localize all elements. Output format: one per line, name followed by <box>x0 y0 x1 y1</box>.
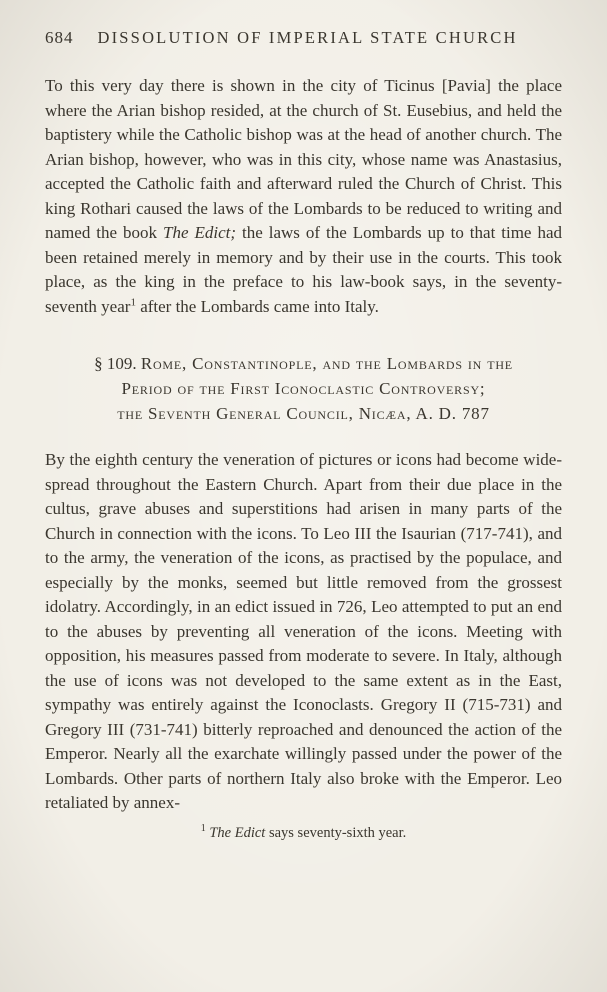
paragraph-1 <box>45 74 562 319</box>
footnote-marker: 1 <box>200 822 206 834</box>
paragraph-1-text: To this very day there is shown in the city of Ticinus [Pavia] the place where the Arian bishop resided, at the church of St. Eusebius, and held the baptistery while the Catholic bishop was at the head of another church. The Arian bishop, however, who was in this city, whose name was Anastasius, accepted the Catholic faith and afterward ruled the Church of Christ. This king Rothari caused the laws of the Lombards to be reduced to writing and named the book <box>45 76 562 242</box>
page-number: 684 <box>45 28 74 47</box>
section-heading-line3: the Seventh General Council, Nicæa, A. D. 787 <box>117 404 490 423</box>
footnote-text: says seventy-sixth year. <box>265 824 407 841</box>
section-heading-line2: Period of the First Iconoclastic Controversy; <box>121 379 486 398</box>
section-heading-line1 <box>55 351 552 376</box>
paragraph-2: By the eighth century the veneration of pictures or icons had become wide-spread throughout the Eastern Church. Apart from their due place in the cultus, grave abuses and superstitions had arisen in many parts of the Church in connection with the icons. To Leo III the Isaurian (717-741), and to the army, the veneration of the icons, as practised by the populace, and especially by the monks, seemed but little removed from the grossest idolatry. Accordingly, in an edict issued in 726, Leo attempted to put an end to the abuses by preventing all veneration of the icons. Meeting with opposition, his measures passed from moderate to severe. In Italy, although the use of icons was not developed to the same extent as in the East, sympathy was entirely against the Iconoclasts. Gregory II (715-731) and Gregory III (731-741) bitterly reproached and denounced the action of the Emperor. Nearly all the exarchate willingly passed under the power of the Lombards. Other parts of northern Italy also broke with the Emperor. Leo retaliated by annex- <box>45 450 562 812</box>
page-header <box>45 26 562 50</box>
footnote-italic-title: The Edict <box>209 824 266 841</box>
section-heading <box>55 351 552 426</box>
section-number: § 109. <box>94 354 137 373</box>
book-title-italic: The Edict; <box>163 223 237 242</box>
section-heading-text-1: Rome, Constantinople, and the Lombards in the <box>140 354 513 373</box>
running-title: DISSOLUTION OF IMPERIAL STATE CHURCH <box>97 28 518 47</box>
paragraph-1-text-end: after the Lombards came into Italy. <box>135 296 379 316</box>
footnote-reference: 1 <box>130 295 136 308</box>
footnote <box>45 823 562 843</box>
paragraph-1-text-cont: the laws of the Lombards up to that time had been retained merely in memory and by their use in the courts. This took place, as the king in the preface to his law-book says, in the seventy-seventh year <box>45 223 562 316</box>
